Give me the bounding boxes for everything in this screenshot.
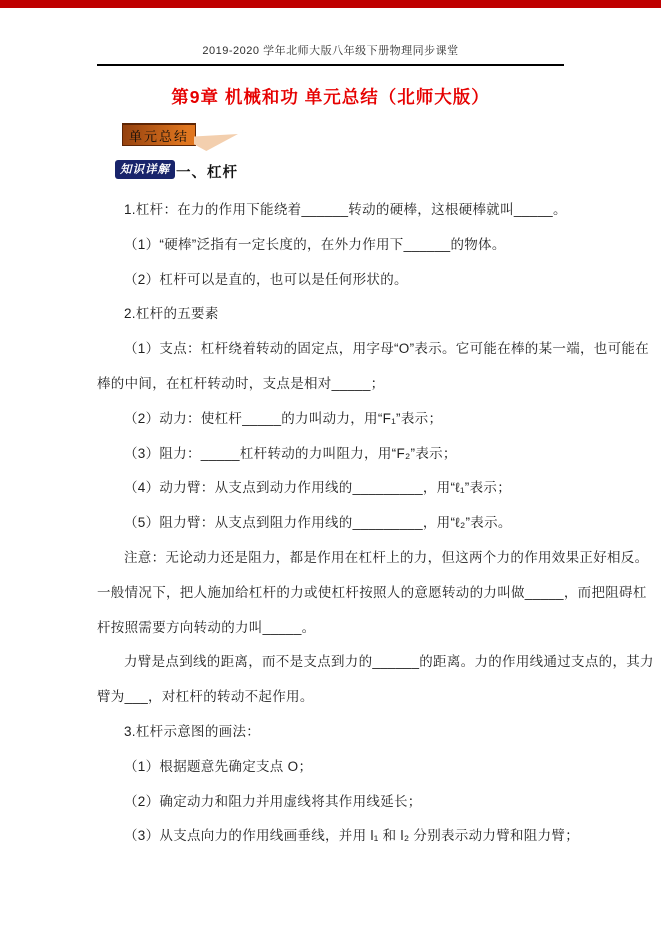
page-title: 第9章 机械和功 单元总结（北师大版） xyxy=(171,87,490,107)
unit-summary-badge xyxy=(122,123,196,146)
content-line: 注意：无论动力还是阻力，都是作用在杠杆上的力，但这两个力的作用效果正好相反。 xyxy=(124,549,649,565)
unit-summary-badge-row xyxy=(122,123,422,147)
unit-summary-badge-label: 单元总结 xyxy=(128,128,189,144)
worksheet-body xyxy=(97,193,654,854)
section-heading: 一、杠杆 xyxy=(176,165,238,181)
content-line: 臂为___，对杠杆的转动不起作用。 xyxy=(97,689,314,705)
knowledge-detail-badge: 知识详解 xyxy=(115,160,175,179)
content-line: （3）阻力：_____杠杆转动的力叫阻力，用“F₂”表示； xyxy=(124,445,457,461)
content-line: （1）“硬棒”泛指有一定长度的，在外力作用下______的物体。 xyxy=(124,236,506,252)
content-line: （4）动力臂：从支点到动力作用线的_________，用“ℓ₁”表示； xyxy=(124,480,511,496)
content-line: （3）从支点向力的作用线画垂线，并用 l₁ 和 l₂ 分别表示动力臂和阻力臂； xyxy=(124,828,580,844)
content-line: 一般情况下，把人施加给杠杆的力或使杠杆按照人的意愿转动的力叫做_____，而把阻碍杠 xyxy=(97,584,647,600)
content-line: （1）支点：杠杆绕着转动的固定点，用字母“O”表示。它可能在棒的某一端，也可能在 xyxy=(124,341,649,357)
content-line: （1）根据题意先确定支点 O； xyxy=(124,758,313,774)
content-line: 3.杠杆示意图的画法： xyxy=(124,723,261,739)
badge-swoosh-decoration xyxy=(194,134,238,151)
document-header-text: 2019-2020 学年北师大版八年级下册物理同步课堂 xyxy=(202,45,459,57)
content-line: 力臂是点到线的距离，而不是支点到力的______的距离。力的作用线通过支点的，其力 xyxy=(124,654,654,670)
content-line: （5）阻力臂：从支点到阻力作用线的_________，用“ℓ₂”表示。 xyxy=(124,515,512,531)
content-line: （2）杠杆可以是直的，也可以是任何形状的。 xyxy=(124,271,408,287)
top-red-bar xyxy=(0,0,661,8)
content-line: （2）确定动力和阻力并用虚线将其作用线延长； xyxy=(124,793,422,809)
content-line: 2.杠杆的五要素 xyxy=(124,306,219,322)
content-line: 杆按照需要方向转动的力叫_____。 xyxy=(97,619,316,635)
content-line: （2）动力：使杠杆_____的力叫动力，用“F₁”表示； xyxy=(124,410,443,426)
content-line: 1.杠杆：在力的作用下能绕着______转动的硬棒，这根硬棒就叫_____。 xyxy=(124,202,567,217)
header-divider-line xyxy=(97,64,564,66)
section-heading-row xyxy=(115,158,661,179)
content-line: 棒的中间，在杠杆转动时，支点是相对_____； xyxy=(97,375,385,391)
